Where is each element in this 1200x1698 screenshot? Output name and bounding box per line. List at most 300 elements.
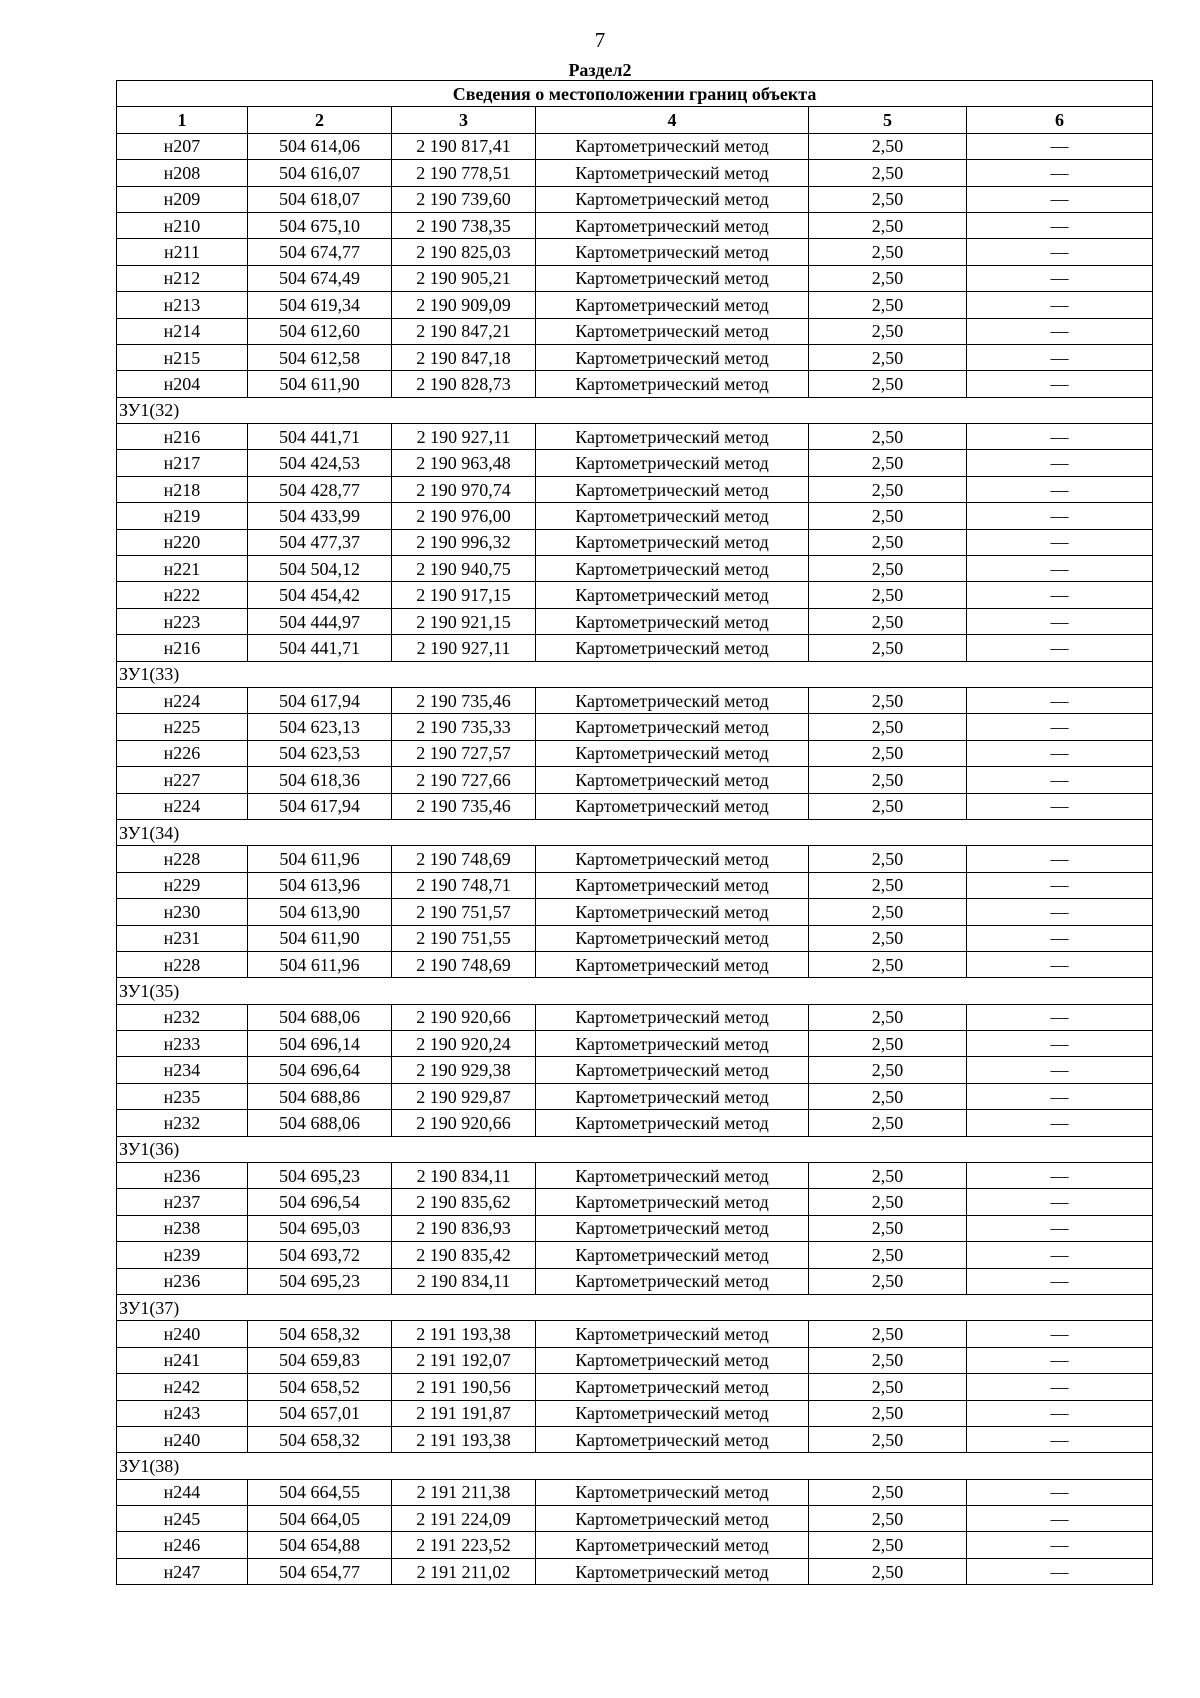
- point-id-cell: н229: [117, 872, 248, 898]
- table-row: [117, 793, 1153, 819]
- x-coordinate-cell: 504 688,86: [248, 1083, 392, 1109]
- y-coordinate-cell: 2 190 748,69: [392, 846, 536, 872]
- method-cell: Картометрический метод: [536, 635, 809, 661]
- accuracy-cell: 2,50: [809, 1347, 967, 1373]
- description-cell: —: [967, 186, 1153, 212]
- description-cell: —: [967, 1083, 1153, 1109]
- x-coordinate-cell: 504 619,34: [248, 292, 392, 318]
- method-cell: Картометрический метод: [536, 344, 809, 370]
- method-cell: Картометрический метод: [536, 186, 809, 212]
- y-coordinate-cell: 2 191 224,09: [392, 1506, 536, 1532]
- accuracy-cell: 2,50: [809, 687, 967, 713]
- method-cell: Картометрический метод: [536, 925, 809, 951]
- y-coordinate-cell: 2 190 825,03: [392, 239, 536, 265]
- point-id-cell: н218: [117, 476, 248, 502]
- x-coordinate-cell: 504 433,99: [248, 503, 392, 529]
- accuracy-cell: 2,50: [809, 1268, 967, 1294]
- x-coordinate-cell: 504 688,06: [248, 1110, 392, 1136]
- group-label: ЗУ1(35): [117, 978, 1153, 1004]
- y-coordinate-cell: 2 190 735,46: [392, 687, 536, 713]
- table-row: [117, 1242, 1153, 1268]
- accuracy-cell: 2,50: [809, 635, 967, 661]
- table-row: [117, 503, 1153, 529]
- method-cell: Картометрический метод: [536, 1110, 809, 1136]
- method-cell: Картометрический метод: [536, 529, 809, 555]
- table-row: [117, 925, 1153, 951]
- x-coordinate-cell: 504 618,36: [248, 767, 392, 793]
- accuracy-cell: 2,50: [809, 608, 967, 634]
- y-coordinate-cell: 2 190 751,55: [392, 925, 536, 951]
- accuracy-cell: 2,50: [809, 371, 967, 397]
- accuracy-cell: 2,50: [809, 265, 967, 291]
- point-id-cell: н227: [117, 767, 248, 793]
- accuracy-cell: 2,50: [809, 1163, 967, 1189]
- caption-row: [117, 81, 1153, 107]
- table-row: [117, 1558, 1153, 1584]
- method-cell: Картометрический метод: [536, 1031, 809, 1057]
- accuracy-cell: 2,50: [809, 160, 967, 186]
- description-cell: —: [967, 503, 1153, 529]
- point-id-cell: н247: [117, 1558, 248, 1584]
- y-coordinate-cell: 2 191 211,38: [392, 1479, 536, 1505]
- x-coordinate-cell: 504 695,03: [248, 1215, 392, 1241]
- accuracy-cell: 2,50: [809, 133, 967, 159]
- description-cell: —: [967, 344, 1153, 370]
- point-id-cell: н222: [117, 582, 248, 608]
- point-id-cell: н224: [117, 687, 248, 713]
- x-coordinate-cell: 504 428,77: [248, 476, 392, 502]
- method-cell: Картометрический метод: [536, 292, 809, 318]
- point-id-cell: н237: [117, 1189, 248, 1215]
- group-label: ЗУ1(34): [117, 819, 1153, 845]
- x-coordinate-cell: 504 617,94: [248, 687, 392, 713]
- group-row: [117, 819, 1153, 845]
- method-cell: Картометрический метод: [536, 1163, 809, 1189]
- accuracy-cell: 2,50: [809, 1083, 967, 1109]
- point-id-cell: н228: [117, 951, 248, 977]
- y-coordinate-cell: 2 191 190,56: [392, 1374, 536, 1400]
- description-cell: —: [967, 872, 1153, 898]
- table-row: [117, 767, 1153, 793]
- x-coordinate-cell: 504 611,90: [248, 925, 392, 951]
- column-header: 6: [967, 107, 1153, 133]
- table-row: [117, 714, 1153, 740]
- point-id-cell: н210: [117, 212, 248, 238]
- point-id-cell: н214: [117, 318, 248, 344]
- accuracy-cell: 2,50: [809, 1057, 967, 1083]
- method-cell: Картометрический метод: [536, 265, 809, 291]
- table-body: [117, 133, 1153, 1584]
- description-cell: —: [967, 160, 1153, 186]
- y-coordinate-cell: 2 190 735,33: [392, 714, 536, 740]
- x-coordinate-cell: 504 611,90: [248, 371, 392, 397]
- method-cell: Картометрический метод: [536, 424, 809, 450]
- table-row: [117, 1321, 1153, 1347]
- x-coordinate-cell: 504 612,60: [248, 318, 392, 344]
- method-cell: Картометрический метод: [536, 1506, 809, 1532]
- method-cell: Картометрический метод: [536, 846, 809, 872]
- point-id-cell: н220: [117, 529, 248, 555]
- accuracy-cell: 2,50: [809, 186, 967, 212]
- y-coordinate-cell: 2 191 192,07: [392, 1347, 536, 1373]
- method-cell: Картометрический метод: [536, 212, 809, 238]
- description-cell: —: [967, 1321, 1153, 1347]
- point-id-cell: н232: [117, 1110, 248, 1136]
- point-id-cell: н240: [117, 1426, 248, 1452]
- group-row: [117, 661, 1153, 687]
- point-id-cell: н216: [117, 424, 248, 450]
- method-cell: Картометрический метод: [536, 371, 809, 397]
- description-cell: —: [967, 1031, 1153, 1057]
- x-coordinate-cell: 504 613,90: [248, 899, 392, 925]
- x-coordinate-cell: 504 659,83: [248, 1347, 392, 1373]
- y-coordinate-cell: 2 190 834,11: [392, 1268, 536, 1294]
- y-coordinate-cell: 2 190 727,66: [392, 767, 536, 793]
- x-coordinate-cell: 504 664,55: [248, 1479, 392, 1505]
- description-cell: —: [967, 635, 1153, 661]
- table-row: [117, 186, 1153, 212]
- method-cell: Картометрический метод: [536, 503, 809, 529]
- x-coordinate-cell: 504 613,96: [248, 872, 392, 898]
- table-row: [117, 424, 1153, 450]
- table-row: [117, 212, 1153, 238]
- x-coordinate-cell: 504 454,42: [248, 582, 392, 608]
- x-coordinate-cell: 504 654,77: [248, 1558, 392, 1584]
- table-row: [117, 1163, 1153, 1189]
- point-id-cell: н213: [117, 292, 248, 318]
- table-row: [117, 318, 1153, 344]
- group-label: ЗУ1(32): [117, 397, 1153, 423]
- method-cell: Картометрический метод: [536, 767, 809, 793]
- method-cell: Картометрический метод: [536, 556, 809, 582]
- accuracy-cell: 2,50: [809, 872, 967, 898]
- y-coordinate-cell: 2 190 996,32: [392, 529, 536, 555]
- accuracy-cell: 2,50: [809, 1215, 967, 1241]
- point-id-cell: н235: [117, 1083, 248, 1109]
- description-cell: —: [967, 1163, 1153, 1189]
- description-cell: —: [967, 1532, 1153, 1558]
- table-row: [117, 133, 1153, 159]
- accuracy-cell: 2,50: [809, 503, 967, 529]
- y-coordinate-cell: 2 190 847,21: [392, 318, 536, 344]
- y-coordinate-cell: 2 190 963,48: [392, 450, 536, 476]
- table-row: [117, 1479, 1153, 1505]
- y-coordinate-cell: 2 190 748,71: [392, 872, 536, 898]
- table-row: [117, 1083, 1153, 1109]
- table-row: [117, 872, 1153, 898]
- accuracy-cell: 2,50: [809, 476, 967, 502]
- y-coordinate-cell: 2 190 847,18: [392, 344, 536, 370]
- point-id-cell: н226: [117, 740, 248, 766]
- table-row: [117, 265, 1153, 291]
- accuracy-cell: 2,50: [809, 1321, 967, 1347]
- point-id-cell: н209: [117, 186, 248, 212]
- point-id-cell: н234: [117, 1057, 248, 1083]
- x-coordinate-cell: 504 688,06: [248, 1004, 392, 1030]
- point-id-cell: н230: [117, 899, 248, 925]
- point-id-cell: н225: [117, 714, 248, 740]
- x-coordinate-cell: 504 616,07: [248, 160, 392, 186]
- method-cell: Картометрический метод: [536, 1004, 809, 1030]
- table-row: [117, 1532, 1153, 1558]
- group-label: ЗУ1(36): [117, 1136, 1153, 1162]
- y-coordinate-cell: 2 190 738,35: [392, 212, 536, 238]
- table-row: [117, 687, 1153, 713]
- accuracy-cell: 2,50: [809, 1004, 967, 1030]
- x-coordinate-cell: 504 612,58: [248, 344, 392, 370]
- x-coordinate-cell: 504 618,07: [248, 186, 392, 212]
- method-cell: Картометрический метод: [536, 1268, 809, 1294]
- method-cell: Картометрический метод: [536, 951, 809, 977]
- description-cell: —: [967, 740, 1153, 766]
- accuracy-cell: 2,50: [809, 1479, 967, 1505]
- y-coordinate-cell: 2 190 927,11: [392, 424, 536, 450]
- description-cell: —: [967, 846, 1153, 872]
- point-id-cell: н240: [117, 1321, 248, 1347]
- table-row: [117, 1347, 1153, 1373]
- column-header-row: [117, 107, 1153, 133]
- description-cell: —: [967, 371, 1153, 397]
- x-coordinate-cell: 504 695,23: [248, 1268, 392, 1294]
- y-coordinate-cell: 2 190 920,66: [392, 1004, 536, 1030]
- method-cell: Картометрический метод: [536, 160, 809, 186]
- description-cell: —: [967, 476, 1153, 502]
- page-number: 7: [594, 28, 606, 52]
- description-cell: —: [967, 1400, 1153, 1426]
- x-coordinate-cell: 504 658,32: [248, 1321, 392, 1347]
- point-id-cell: н233: [117, 1031, 248, 1057]
- method-cell: Картометрический метод: [536, 318, 809, 344]
- point-id-cell: н243: [117, 1400, 248, 1426]
- group-label: ЗУ1(38): [117, 1453, 1153, 1479]
- table-row: [117, 899, 1153, 925]
- method-cell: Картометрический метод: [536, 899, 809, 925]
- x-coordinate-cell: 504 617,94: [248, 793, 392, 819]
- description-cell: —: [967, 133, 1153, 159]
- point-id-cell: н211: [117, 239, 248, 265]
- y-coordinate-cell: 2 191 211,02: [392, 1558, 536, 1584]
- x-coordinate-cell: 504 695,23: [248, 1163, 392, 1189]
- accuracy-cell: 2,50: [809, 344, 967, 370]
- x-coordinate-cell: 504 696,54: [248, 1189, 392, 1215]
- column-header: 5: [809, 107, 967, 133]
- accuracy-cell: 2,50: [809, 714, 967, 740]
- description-cell: —: [967, 1347, 1153, 1373]
- x-coordinate-cell: 504 611,96: [248, 951, 392, 977]
- method-cell: Картометрический метод: [536, 1400, 809, 1426]
- accuracy-cell: 2,50: [809, 1242, 967, 1268]
- group-row: [117, 978, 1153, 1004]
- x-coordinate-cell: 504 441,71: [248, 635, 392, 661]
- y-coordinate-cell: 2 190 735,46: [392, 793, 536, 819]
- point-id-cell: н208: [117, 160, 248, 186]
- table-row: [117, 292, 1153, 318]
- method-cell: Картометрический метод: [536, 1532, 809, 1558]
- x-coordinate-cell: 504 693,72: [248, 1242, 392, 1268]
- method-cell: Картометрический метод: [536, 476, 809, 502]
- x-coordinate-cell: 504 657,01: [248, 1400, 392, 1426]
- table-row: [117, 529, 1153, 555]
- accuracy-cell: 2,50: [809, 899, 967, 925]
- y-coordinate-cell: 2 190 751,57: [392, 899, 536, 925]
- accuracy-cell: 2,50: [809, 1189, 967, 1215]
- x-coordinate-cell: 504 658,52: [248, 1374, 392, 1400]
- accuracy-cell: 2,50: [809, 212, 967, 238]
- x-coordinate-cell: 504 696,64: [248, 1057, 392, 1083]
- y-coordinate-cell: 2 190 909,09: [392, 292, 536, 318]
- y-coordinate-cell: 2 190 778,51: [392, 160, 536, 186]
- table-row: [117, 1110, 1153, 1136]
- y-coordinate-cell: 2 190 905,21: [392, 265, 536, 291]
- point-id-cell: н219: [117, 503, 248, 529]
- accuracy-cell: 2,50: [809, 1532, 967, 1558]
- point-id-cell: н207: [117, 133, 248, 159]
- table-row: [117, 1374, 1153, 1400]
- group-row: [117, 1294, 1153, 1320]
- method-cell: Картометрический метод: [536, 872, 809, 898]
- table-row: [117, 556, 1153, 582]
- method-cell: Картометрический метод: [536, 687, 809, 713]
- point-id-cell: н215: [117, 344, 248, 370]
- point-id-cell: н232: [117, 1004, 248, 1030]
- y-coordinate-cell: 2 190 970,74: [392, 476, 536, 502]
- description-cell: —: [967, 1215, 1153, 1241]
- x-coordinate-cell: 504 658,32: [248, 1426, 392, 1452]
- description-cell: —: [967, 1110, 1153, 1136]
- method-cell: Картометрический метод: [536, 1426, 809, 1452]
- accuracy-cell: 2,50: [809, 793, 967, 819]
- boundary-table: [116, 80, 1153, 1585]
- method-cell: Картометрический метод: [536, 1558, 809, 1584]
- table-head: [117, 81, 1153, 134]
- x-coordinate-cell: 504 441,71: [248, 424, 392, 450]
- point-id-cell: н244: [117, 1479, 248, 1505]
- x-coordinate-cell: 504 675,10: [248, 212, 392, 238]
- accuracy-cell: 2,50: [809, 239, 967, 265]
- x-coordinate-cell: 504 444,97: [248, 608, 392, 634]
- accuracy-cell: 2,50: [809, 582, 967, 608]
- table-row: [117, 1004, 1153, 1030]
- table-row: [117, 740, 1153, 766]
- point-id-cell: н224: [117, 793, 248, 819]
- table-row: [117, 1506, 1153, 1532]
- accuracy-cell: 2,50: [809, 1558, 967, 1584]
- method-cell: Картометрический метод: [536, 1479, 809, 1505]
- description-cell: —: [967, 767, 1153, 793]
- point-id-cell: н242: [117, 1374, 248, 1400]
- accuracy-cell: 2,50: [809, 292, 967, 318]
- table-row: [117, 160, 1153, 186]
- y-coordinate-cell: 2 190 836,93: [392, 1215, 536, 1241]
- method-cell: Картометрический метод: [536, 793, 809, 819]
- table-row: [117, 1268, 1153, 1294]
- method-cell: Картометрический метод: [536, 714, 809, 740]
- point-id-cell: н223: [117, 608, 248, 634]
- accuracy-cell: 2,50: [809, 1110, 967, 1136]
- accuracy-cell: 2,50: [809, 318, 967, 344]
- table-row: [117, 582, 1153, 608]
- point-id-cell: н236: [117, 1268, 248, 1294]
- x-coordinate-cell: 504 424,53: [248, 450, 392, 476]
- description-cell: —: [967, 1558, 1153, 1584]
- group-row: [117, 1453, 1153, 1479]
- table-row: [117, 239, 1153, 265]
- description-cell: —: [967, 212, 1153, 238]
- group-label: ЗУ1(37): [117, 1294, 1153, 1320]
- y-coordinate-cell: 2 190 917,15: [392, 582, 536, 608]
- y-coordinate-cell: 2 191 223,52: [392, 1532, 536, 1558]
- table-row: [117, 951, 1153, 977]
- method-cell: Картометрический метод: [536, 608, 809, 634]
- x-coordinate-cell: 504 674,77: [248, 239, 392, 265]
- y-coordinate-cell: 2 190 748,69: [392, 951, 536, 977]
- table-row: [117, 344, 1153, 370]
- accuracy-cell: 2,50: [809, 846, 967, 872]
- table-row: [117, 846, 1153, 872]
- method-cell: Картометрический метод: [536, 1374, 809, 1400]
- point-id-cell: н239: [117, 1242, 248, 1268]
- column-header: 2: [248, 107, 392, 133]
- column-header: 1: [117, 107, 248, 133]
- y-coordinate-cell: 2 190 976,00: [392, 503, 536, 529]
- description-cell: —: [967, 556, 1153, 582]
- table-row: [117, 1057, 1153, 1083]
- method-cell: Картометрический метод: [536, 1189, 809, 1215]
- method-cell: Картометрический метод: [536, 1215, 809, 1241]
- method-cell: Картометрический метод: [536, 450, 809, 476]
- y-coordinate-cell: 2 190 835,42: [392, 1242, 536, 1268]
- y-coordinate-cell: 2 191 191,87: [392, 1400, 536, 1426]
- y-coordinate-cell: 2 190 920,66: [392, 1110, 536, 1136]
- x-coordinate-cell: 504 654,88: [248, 1532, 392, 1558]
- y-coordinate-cell: 2 190 927,11: [392, 635, 536, 661]
- accuracy-cell: 2,50: [809, 1031, 967, 1057]
- x-coordinate-cell: 504 623,13: [248, 714, 392, 740]
- table-row: [117, 1215, 1153, 1241]
- table-row: [117, 1031, 1153, 1057]
- column-header: 3: [392, 107, 536, 133]
- description-cell: —: [967, 1004, 1153, 1030]
- accuracy-cell: 2,50: [809, 1506, 967, 1532]
- description-cell: —: [967, 925, 1153, 951]
- group-row: [117, 397, 1153, 423]
- table-row: [117, 371, 1153, 397]
- point-id-cell: н228: [117, 846, 248, 872]
- description-cell: —: [967, 1189, 1153, 1215]
- y-coordinate-cell: 2 191 193,38: [392, 1321, 536, 1347]
- accuracy-cell: 2,50: [809, 767, 967, 793]
- point-id-cell: н245: [117, 1506, 248, 1532]
- y-coordinate-cell: 2 191 193,38: [392, 1426, 536, 1452]
- description-cell: —: [967, 292, 1153, 318]
- description-cell: —: [967, 714, 1153, 740]
- method-cell: Картометрический метод: [536, 1321, 809, 1347]
- table-caption: Сведения о местоположении границ объекта: [117, 81, 1153, 107]
- description-cell: —: [967, 951, 1153, 977]
- x-coordinate-cell: 504 504,12: [248, 556, 392, 582]
- method-cell: Картометрический метод: [536, 740, 809, 766]
- table-row: [117, 635, 1153, 661]
- description-cell: —: [967, 608, 1153, 634]
- column-header: 4: [536, 107, 809, 133]
- x-coordinate-cell: 504 611,96: [248, 846, 392, 872]
- point-id-cell: н212: [117, 265, 248, 291]
- accuracy-cell: 2,50: [809, 450, 967, 476]
- description-cell: —: [967, 687, 1153, 713]
- y-coordinate-cell: 2 190 739,60: [392, 186, 536, 212]
- accuracy-cell: 2,50: [809, 556, 967, 582]
- y-coordinate-cell: 2 190 828,73: [392, 371, 536, 397]
